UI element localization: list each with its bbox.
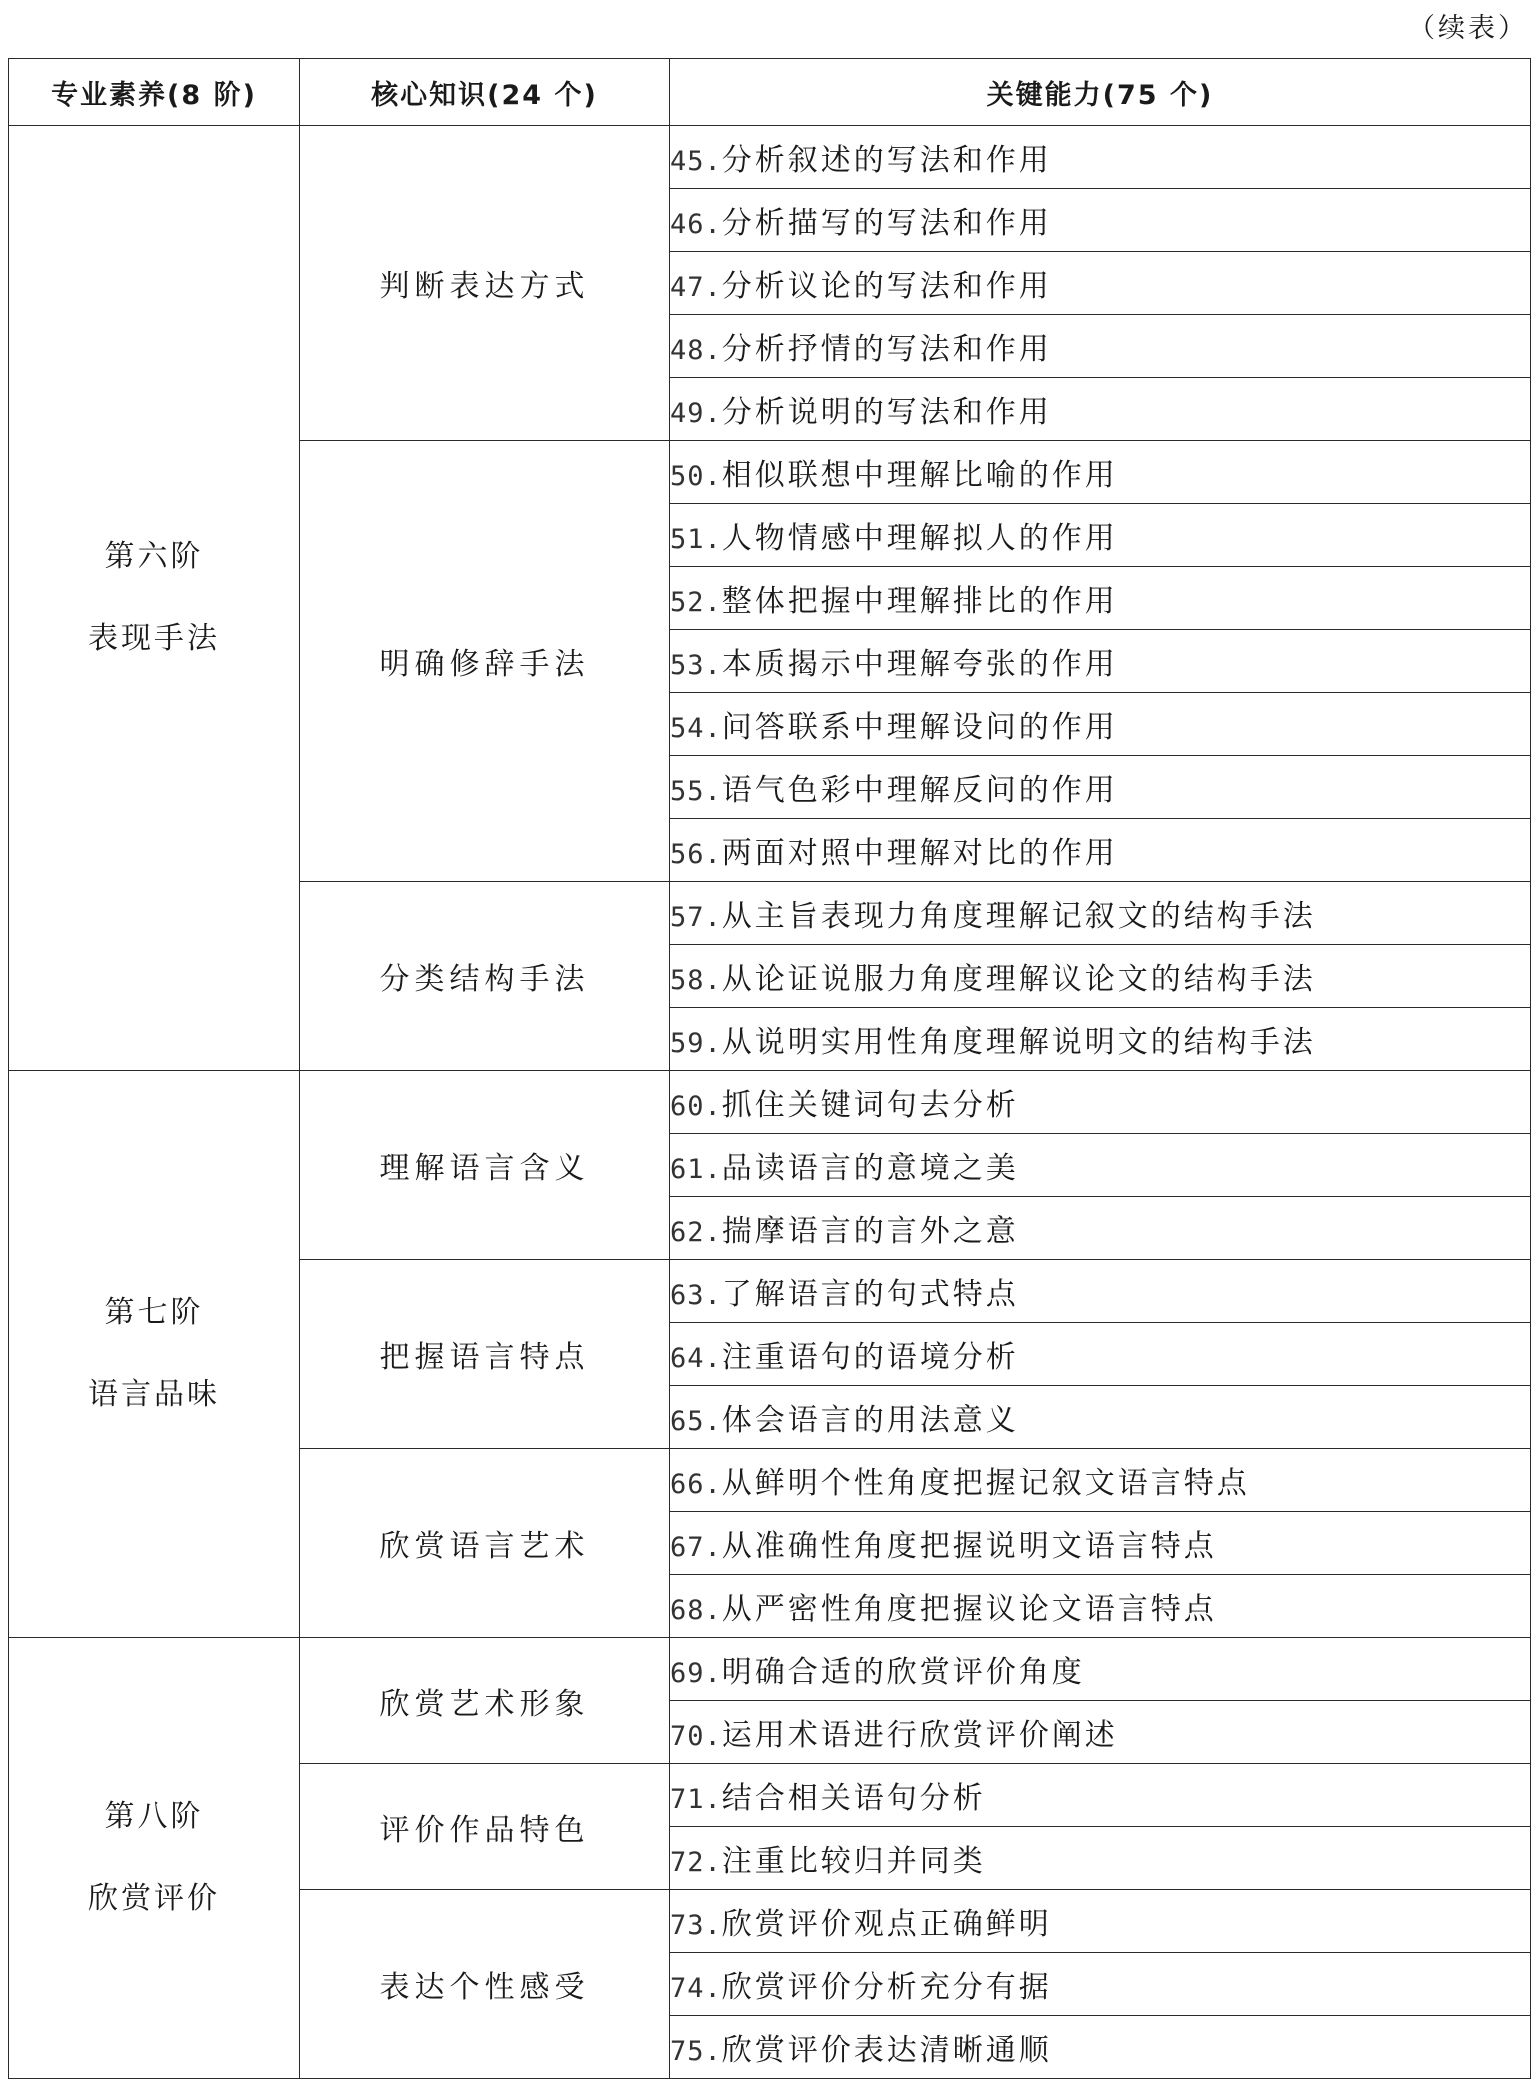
ability-number: 64. bbox=[670, 1343, 722, 1374]
ability-cell bbox=[670, 882, 1531, 945]
knowledge-cell: 把握语言特点 bbox=[300, 1260, 670, 1449]
ability-cell bbox=[670, 1260, 1531, 1323]
ability-cell bbox=[670, 1890, 1531, 1953]
ability-number: 60. bbox=[670, 1091, 722, 1122]
ability-number: 66. bbox=[670, 1469, 722, 1500]
competency-table bbox=[8, 58, 1531, 2079]
ability-text: 语气色彩中理解反问的作用 bbox=[721, 773, 1118, 808]
ability-text: 品读语言的意境之美 bbox=[721, 1151, 1019, 1186]
ability-number: 63. bbox=[670, 1280, 722, 1311]
ability-text: 从准确性角度把握说明文语言特点 bbox=[721, 1529, 1217, 1564]
header-core-knowledge: 核心知识(24 个) bbox=[300, 59, 670, 126]
ability-text: 相似联想中理解比喻的作用 bbox=[721, 458, 1118, 493]
ability-text: 整体把握中理解排比的作用 bbox=[721, 584, 1118, 619]
ability-number: 68. bbox=[670, 1595, 722, 1626]
ability-cell bbox=[670, 693, 1531, 756]
ability-number: 48. bbox=[670, 335, 722, 366]
ability-text: 运用术语进行欣赏评价阐述 bbox=[721, 1718, 1118, 1753]
knowledge-cell: 理解语言含义 bbox=[300, 1071, 670, 1260]
ability-number: 65. bbox=[670, 1406, 722, 1437]
ability-cell bbox=[670, 315, 1531, 378]
ability-number: 69. bbox=[670, 1658, 722, 1689]
ability-cell bbox=[670, 1512, 1531, 1575]
ability-cell bbox=[670, 567, 1531, 630]
ability-cell bbox=[670, 819, 1531, 882]
ability-number: 62. bbox=[670, 1217, 722, 1248]
ability-number: 53. bbox=[670, 650, 722, 681]
ability-number: 51. bbox=[670, 524, 722, 555]
stage-cell bbox=[9, 1071, 300, 1638]
ability-text: 揣摩语言的言外之意 bbox=[721, 1214, 1019, 1249]
header-professional-literacy: 专业素养(8 阶) bbox=[9, 59, 300, 126]
ability-text: 体会语言的用法意义 bbox=[721, 1403, 1019, 1438]
stage-number: 第八阶 bbox=[104, 1799, 204, 1834]
knowledge-cell: 评价作品特色 bbox=[300, 1764, 670, 1890]
ability-text: 明确合适的欣赏评价角度 bbox=[721, 1655, 1085, 1690]
ability-cell bbox=[670, 252, 1531, 315]
ability-text: 从说明实用性角度理解说明文的结构手法 bbox=[721, 1025, 1316, 1060]
ability-cell bbox=[670, 1008, 1531, 1071]
ability-cell bbox=[670, 189, 1531, 252]
ability-number: 52. bbox=[670, 587, 722, 618]
ability-text: 结合相关语句分析 bbox=[721, 1781, 986, 1816]
ability-cell bbox=[670, 756, 1531, 819]
ability-cell bbox=[670, 945, 1531, 1008]
ability-number: 46. bbox=[670, 209, 722, 240]
ability-cell bbox=[670, 1701, 1531, 1764]
ability-cell bbox=[670, 441, 1531, 504]
ability-cell bbox=[670, 1764, 1531, 1827]
ability-cell bbox=[670, 1134, 1531, 1197]
ability-cell bbox=[670, 1575, 1531, 1638]
ability-cell bbox=[670, 1323, 1531, 1386]
ability-number: 54. bbox=[670, 713, 722, 744]
ability-number: 55. bbox=[670, 776, 722, 807]
knowledge-cell: 判断表达方式 bbox=[300, 126, 670, 441]
ability-text: 从鲜明个性角度把握记叙文语言特点 bbox=[721, 1466, 1250, 1501]
ability-text: 分析议论的写法和作用 bbox=[721, 269, 1052, 304]
ability-number: 58. bbox=[670, 965, 722, 996]
stage-title: 欣赏评价 bbox=[88, 1881, 220, 1916]
ability-text: 从严密性角度把握议论文语言特点 bbox=[721, 1592, 1217, 1627]
ability-text: 两面对照中理解对比的作用 bbox=[721, 836, 1118, 871]
ability-cell bbox=[670, 1197, 1531, 1260]
ability-cell bbox=[670, 126, 1531, 189]
ability-cell bbox=[670, 1638, 1531, 1701]
knowledge-cell: 分类结构手法 bbox=[300, 882, 670, 1071]
header-key-abilities: 关键能力(75 个) bbox=[670, 59, 1531, 126]
continued-label: （续表） bbox=[1408, 13, 1528, 44]
ability-text: 从论证说服力角度理解议论文的结构手法 bbox=[721, 962, 1316, 997]
ability-text: 欣赏评价表达清晰通顺 bbox=[721, 2033, 1052, 2068]
ability-number: 56. bbox=[670, 839, 722, 870]
table-header-row bbox=[9, 59, 1531, 126]
ability-text: 人物情感中理解拟人的作用 bbox=[721, 521, 1118, 556]
ability-text: 欣赏评价观点正确鲜明 bbox=[721, 1907, 1052, 1942]
ability-number: 71. bbox=[670, 1784, 722, 1815]
ability-cell bbox=[670, 1386, 1531, 1449]
ability-number: 45. bbox=[670, 146, 722, 177]
knowledge-cell: 欣赏艺术形象 bbox=[300, 1638, 670, 1764]
ability-text: 注重语句的语境分析 bbox=[721, 1340, 1019, 1375]
knowledge-cell: 明确修辞手法 bbox=[300, 441, 670, 882]
ability-number: 74. bbox=[670, 1973, 722, 2004]
ability-text: 分析叙述的写法和作用 bbox=[721, 143, 1052, 178]
ability-number: 72. bbox=[670, 1847, 722, 1878]
ability-number: 67. bbox=[670, 1532, 722, 1563]
knowledge-cell: 表达个性感受 bbox=[300, 1890, 670, 2079]
stage-number: 第七阶 bbox=[104, 1295, 204, 1330]
ability-number: 70. bbox=[670, 1721, 722, 1752]
stage-cell bbox=[9, 1638, 300, 2079]
ability-cell bbox=[670, 1071, 1531, 1134]
ability-text: 了解语言的句式特点 bbox=[721, 1277, 1019, 1312]
table-row bbox=[9, 1071, 1531, 1134]
stage-cell bbox=[9, 126, 300, 1071]
stage-title: 表现手法 bbox=[88, 621, 220, 656]
ability-text: 注重比较归并同类 bbox=[721, 1844, 986, 1879]
ability-text: 分析描写的写法和作用 bbox=[721, 206, 1052, 241]
ability-number: 49. bbox=[670, 398, 722, 429]
stage-number: 第六阶 bbox=[104, 539, 204, 574]
ability-number: 57. bbox=[670, 902, 722, 933]
ability-number: 61. bbox=[670, 1154, 722, 1185]
ability-text: 分析抒情的写法和作用 bbox=[721, 332, 1052, 367]
ability-cell bbox=[670, 2016, 1531, 2079]
knowledge-cell: 欣赏语言艺术 bbox=[300, 1449, 670, 1638]
ability-number: 47. bbox=[670, 272, 722, 303]
ability-cell bbox=[670, 1449, 1531, 1512]
table-row bbox=[9, 1638, 1531, 1701]
ability-cell bbox=[670, 1953, 1531, 2016]
ability-number: 73. bbox=[670, 1910, 722, 1941]
ability-text: 本质揭示中理解夸张的作用 bbox=[721, 647, 1118, 682]
ability-number: 50. bbox=[670, 461, 722, 492]
ability-cell bbox=[670, 630, 1531, 693]
ability-text: 分析说明的写法和作用 bbox=[721, 395, 1052, 430]
ability-number: 59. bbox=[670, 1028, 722, 1059]
stage-title: 语言品味 bbox=[88, 1377, 220, 1412]
ability-text: 从主旨表现力角度理解记叙文的结构手法 bbox=[721, 899, 1316, 934]
ability-cell bbox=[670, 378, 1531, 441]
ability-number: 75. bbox=[670, 2036, 722, 2067]
ability-cell bbox=[670, 1827, 1531, 1890]
ability-text: 欣赏评价分析充分有据 bbox=[721, 1970, 1052, 2005]
ability-text: 抓住关键词句去分析 bbox=[721, 1088, 1019, 1123]
table-row bbox=[9, 126, 1531, 189]
ability-cell bbox=[670, 504, 1531, 567]
ability-text: 问答联系中理解设问的作用 bbox=[721, 710, 1118, 745]
